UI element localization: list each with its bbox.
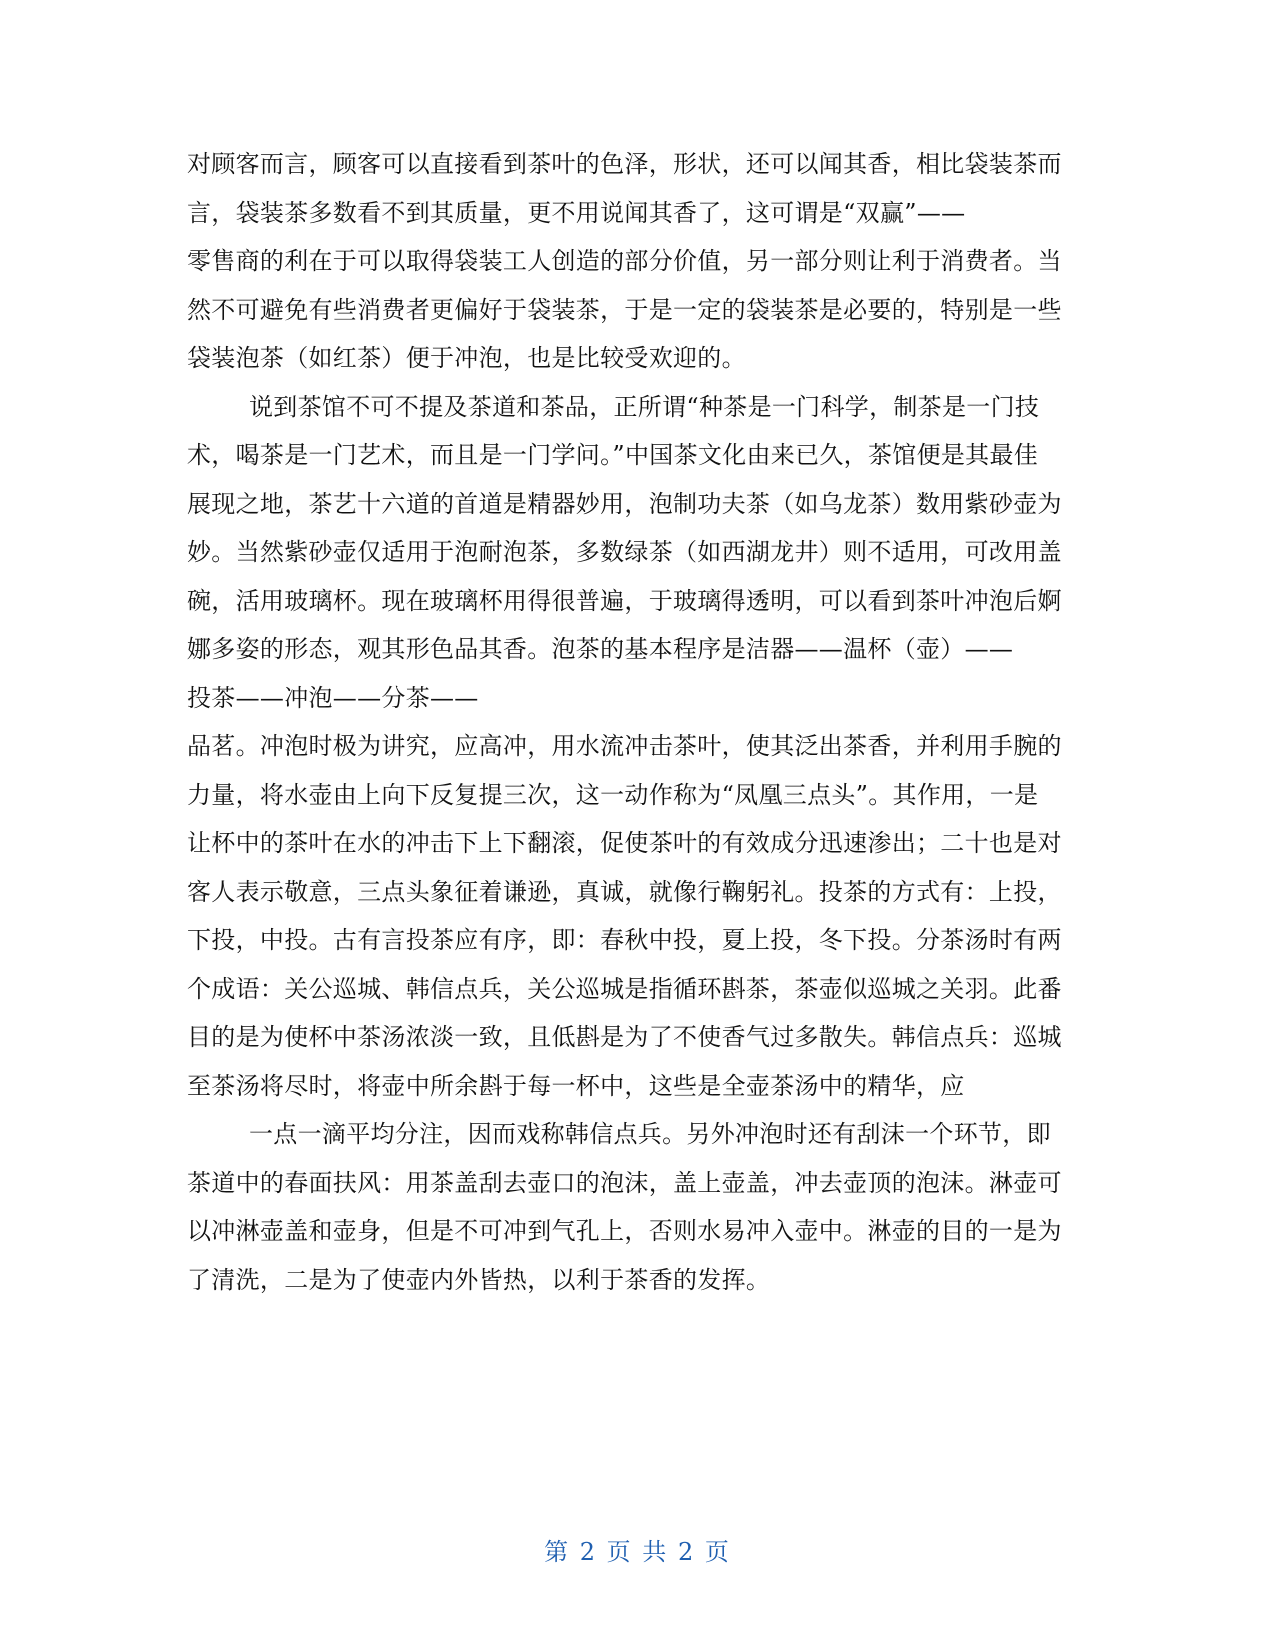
- text-line-16: 客人表示敬意，三点头象征着谦逊，真诚，就像行鞠躬礼。投茶的方式有：上投，: [187, 877, 1062, 906]
- text-line-24: 了清洗，二是为了使壶内外皆热，以利于茶香的发挥。: [187, 1265, 771, 1294]
- text-line-4: 然不可避免有些消费者更偏好于袋装茶，于是一定的袋装茶是必要的，特别是一些: [187, 295, 1062, 324]
- text-line-20: 至茶汤将尽时，将壶中所余斟于每一杯中，这些是全壶茶汤中的精华，应: [187, 1071, 965, 1100]
- text-line-12: 投茶——冲泡——分茶——: [187, 683, 479, 712]
- text-line-11: 娜多姿的形态，观其形色品其香。泡茶的基本程序是洁器——温杯（壶）——: [187, 635, 1014, 663]
- text-line-10: 碗，活用玻璃杯。现在玻璃杯用得很普遍，于玻璃得透明，可以看到茶叶冲泡后婀: [187, 586, 1062, 615]
- text-line-8: 展现之地，茶艺十六道的首道是精器妙用，泡制功夫茶（如乌龙茶）数用紫砂壶为: [187, 489, 1062, 518]
- page-number-footer: 第 2 页 共 2 页: [544, 1538, 731, 1566]
- text-line-19: 目的是为使杯中茶汤浓淡一致，且低斟是为了不使香气过多散失。韩信点兵：巡城: [187, 1023, 1062, 1051]
- text-line-6: 说到茶馆不可不提及茶道和茶品，正所谓“种茶是一门科学，制茶是一门技: [249, 392, 1040, 421]
- text-line-1: 对顾客而言，顾客可以直接看到茶叶的色泽，形状，还可以闻其香，相比袋装茶而: [187, 150, 1062, 178]
- text-line-2: 言，袋装茶多数看不到其质量，更不用说闻其香了，这可谓是“双赢”——: [187, 198, 966, 227]
- text-line-13: 品茗。冲泡时极为讲究，应高冲，用水流冲击茶叶，使其泛出茶香，并利用手腕的: [187, 732, 1062, 760]
- document-body: [187, 140, 1087, 1304]
- text-line-5: 袋装泡茶（如红茶）便于冲泡，也是比较受欢迎的。: [187, 344, 746, 372]
- text-line-14: 力量，将水壶由上向下反复提三次，这一动作称为“凤凰三点头”。其作用，一是: [187, 780, 1039, 809]
- text-line-7: 术，喝茶是一门艺术，而且是一门学问。”中国茶文化由来已久，茶馆便是其最佳: [187, 441, 1039, 469]
- text-line-3: 零售商的利在于可以取得袋装工人创造的部分价值，另一部分则让利于消费者。当: [187, 247, 1062, 275]
- text-line-18: 个成语：关公巡城、韩信点兵，关公巡城是指循环斟茶，茶壶似巡城之关羽。此番: [187, 974, 1062, 1003]
- text-line-9: 妙。当然紫砂壶仅适用于泡耐泡茶，多数绿茶（如西湖龙井）则不适用，可改用盖: [187, 538, 1062, 566]
- text-line-22: 茶道中的春面扶风：用茶盖刮去壶口的泡沫，盖上壶盖，冲去壶顶的泡沫。淋壶可: [187, 1168, 1062, 1197]
- text-line-23: 以冲淋壶盖和壶身，但是不可冲到气孔上，否则水易冲入壶中。淋壶的目的一是为: [187, 1217, 1062, 1245]
- text-line-15: 让杯中的茶叶在水的冲击下上下翻滚，促使茶叶的有效成分迅速渗出；二十也是对: [187, 829, 1062, 857]
- text-line-17: 下投，中投。古有言投茶应有序，即：春秋中投，夏上投，冬下投。分茶汤时有两: [187, 926, 1062, 954]
- text-line-21: 一点一滴平均分注，因而戏称韩信点兵。另外冲泡时还有刮沫一个环节，即: [249, 1120, 1051, 1148]
